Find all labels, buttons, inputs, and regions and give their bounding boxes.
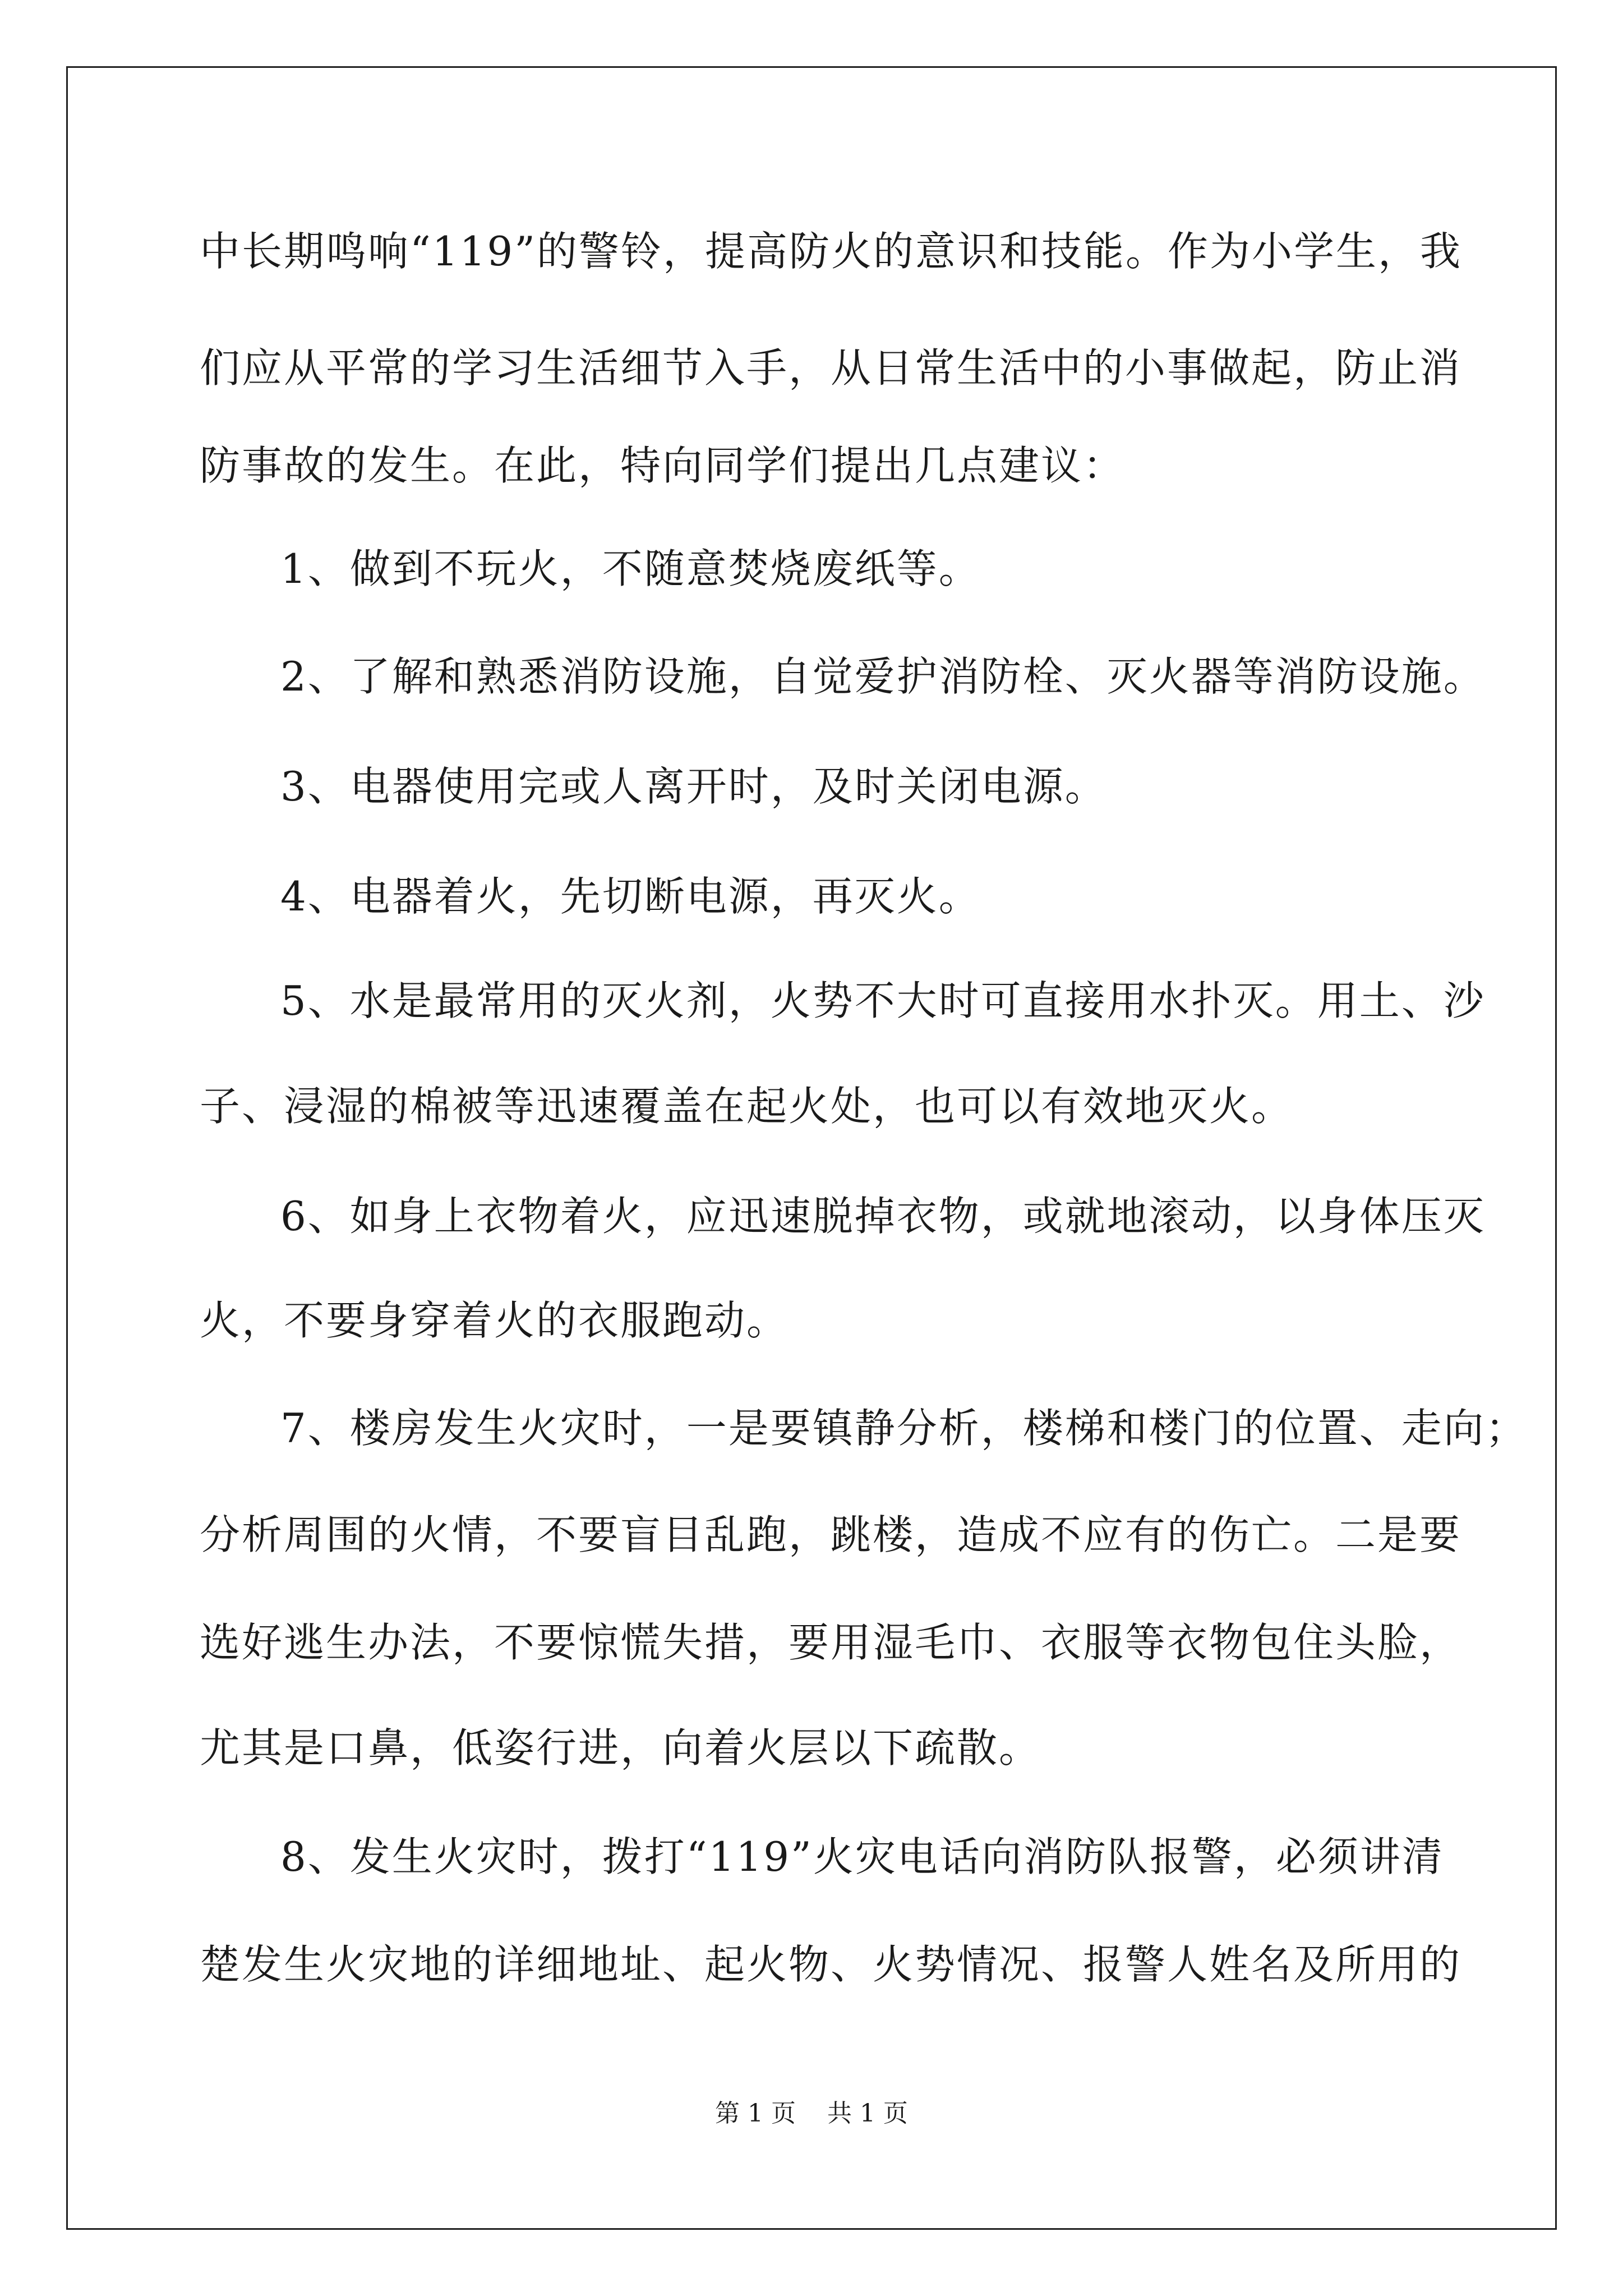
list-item-7-continued: 尤其是口鼻，低姿行进，向着火层以下疏散。 <box>200 1724 1041 1772</box>
list-item-4: 4、电器着火，先切断电源，再灭火。 <box>280 873 981 920</box>
list-item-2: 2、了解和熟悉消防设施，自觉爱护消防栓、灭火器等消防设施。 <box>280 653 1486 700</box>
list-item-8-continued: 楚发生火灾地的详细地址、起火物、火势情况、报警人姓名及所用的 <box>200 1941 1462 1988</box>
list-item-6-continued: 火，不要身穿着火的衣服跑动。 <box>200 1297 789 1344</box>
page-footer: 第 1 页 共 1 页 <box>715 2099 908 2128</box>
list-item-7-continued: 选好逃生办法，不要惊慌失措，要用湿毛巾、衣服等衣物包住头脸， <box>200 1619 1462 1666</box>
paragraph-line: 防事故的发生。在此，特向同学们提出几点建议： <box>200 442 1126 489</box>
list-item-1: 1、做到不玩火，不随意焚烧废纸等。 <box>280 545 981 592</box>
paragraph-line: 中长期鸣响“119”的警铃，提高防火的意识和技能。作为小学生，我 <box>200 228 1463 275</box>
list-item-7-continued: 分析周围的火情，不要盲目乱跑，跳楼，造成不应有的伤亡。二是要 <box>200 1511 1462 1558</box>
list-item-8: 8、发生火灾时，拨打“119”火灾电话向消防队报警，必须讲清 <box>280 1833 1444 1880</box>
list-item-5: 5、水是最常用的灭火剂，火势不大时可直接用水扑灭。用土、沙 <box>280 977 1486 1024</box>
list-item-5-continued: 子、浸湿的棉被等迅速覆盖在起火处，也可以有效地灭火。 <box>200 1083 1294 1130</box>
paragraph-line: 们应从平常的学习生活细节入手，从日常生活中的小事做起，防止消 <box>200 344 1462 392</box>
list-item-3: 3、电器使用完或人离开时，及时关闭电源。 <box>280 763 1107 810</box>
list-item-7: 7、楼房发生火灾时，一是要镇静分析，楼梯和楼门的位置、走向； <box>280 1405 1528 1452</box>
list-item-6: 6、如身上衣物着火，应迅速脱掉衣物，或就地滚动，以身体压灭 <box>280 1193 1486 1240</box>
